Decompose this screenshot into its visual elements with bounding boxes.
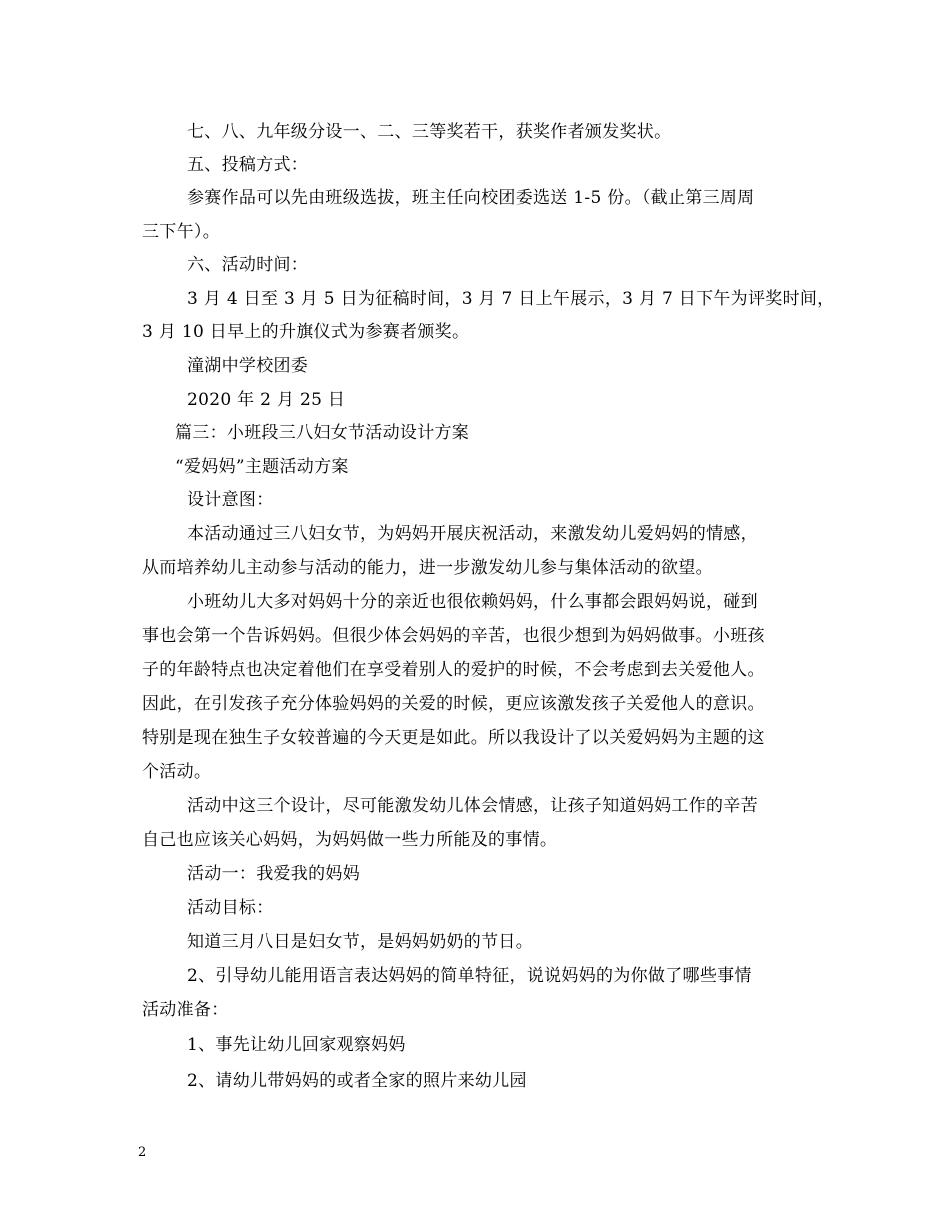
text-line: 子的年龄特点也决定着他们在享受着别人的爱护的时候，不会考虑到去关爱他人。 — [142, 660, 765, 680]
page-number: 2 — [138, 1145, 147, 1160]
list-item: 2、引导幼儿能用语言表达妈妈的简单特征，说说妈妈的为你做了哪些事情 — [187, 966, 752, 986]
section-heading: 设计意图： — [187, 490, 274, 510]
chapter-title: 篇三：小班段三八妇女节活动设计方案 — [175, 423, 470, 443]
section-heading: 五、投稿方式： — [187, 155, 309, 175]
text-line: 个活动。 — [142, 762, 212, 782]
section-heading: 活动准备： — [142, 1000, 229, 1020]
text-line: 本活动通过三八妇女节，为妈妈开展庆祝活动，来激发幼儿爱妈妈的情感， — [187, 524, 758, 544]
text-line: 三下午）。 — [142, 222, 220, 242]
text-line: 事也会第一个告诉妈妈。但很少体会妈妈的辛苦，也很少想到为妈妈做事。小班孩 — [142, 626, 765, 646]
text-line: 七、八、九年级分设一、二、三等奖若干，获奖作者颁发奖状。 — [187, 122, 672, 142]
text-line: 3 月 10 日早上的升旗仪式为参赛者颁奖。 — [142, 322, 470, 342]
signature-date: 2020 年 2 月 25 日 — [187, 390, 346, 410]
text-line: 从而培养幼儿主动参与活动的能力，进一步激发幼儿参与集体活动的欲望。 — [142, 558, 713, 578]
text-line: 参赛作品可以先由班级选拔，班主任向校团委选送 1-5 份。（截止第三周周 — [187, 188, 755, 208]
text-line: 因此，在引发孩子充分体验妈妈的关爱的时候，更应该激发孩子关爱他人的意识。 — [142, 694, 765, 714]
signature-organization: 潼湖中学校团委 — [187, 356, 309, 376]
section-heading: 活动目标： — [187, 898, 274, 918]
text-line: 活动中这三个设计，尽可能激发幼儿体会情感，让孩子知道妈妈工作的辛苦 — [187, 796, 758, 816]
section-heading: 活动一：我爱我的妈妈 — [187, 864, 360, 884]
text-line: 自己也应该关心妈妈，为妈妈做一些力所能及的事情。 — [142, 830, 558, 850]
list-item: 2、请幼儿带妈妈的或者全家的照片来幼儿园 — [187, 1071, 527, 1091]
plan-title: “爱妈妈”主题活动方案 — [175, 457, 349, 477]
text-line: 小班幼儿大多对妈妈十分的亲近也很依赖妈妈，什么事都会跟妈妈说，碰到 — [187, 592, 758, 612]
section-heading: 六、活动时间： — [187, 255, 309, 275]
text-line: 3 月 4 日至 3 月 5 日为征稿时间，3 月 7 日上午展示，3 月 7 日下午为评奖时间， — [187, 289, 835, 309]
text-line: 特别是现在独生子女较普遍的今天更是如此。所以我设计了以关爱妈妈为主题的这 — [142, 728, 765, 748]
list-item: 1、事先让幼儿回家观察妈妈 — [187, 1035, 406, 1055]
list-item: 知道三月八日是妇女节，是妈妈奶奶的节日。 — [187, 932, 533, 952]
